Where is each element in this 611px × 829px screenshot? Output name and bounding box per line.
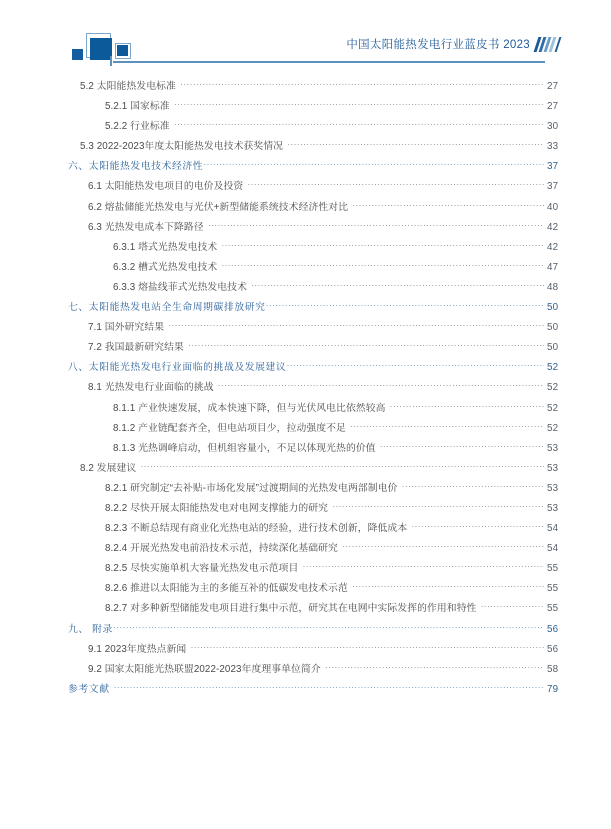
toc-entry-label: 6.1 太阳能热发电项目的电价及投资 xyxy=(88,181,244,193)
toc-leader-dots xyxy=(352,581,544,591)
toc-leader-dots xyxy=(325,662,544,672)
toc-page-number: 53 xyxy=(547,442,559,454)
toc-leader-dots xyxy=(174,119,544,129)
toc-leader-dots xyxy=(266,300,544,310)
toc-entry-label: 6.3.3 熔盐线菲式光热发电技术 xyxy=(113,281,247,293)
toc-entry[interactable] xyxy=(0,420,611,440)
toc-entry[interactable] xyxy=(0,379,611,399)
toc-page-number: 40 xyxy=(547,201,559,213)
toc-page-number: 52 xyxy=(547,402,559,414)
toc-entry-label: 8.1 光热发电行业面临的挑战 xyxy=(88,382,214,394)
toc-entry-label: 8.1.2 产业链配套齐全，但电站项目少，拉动强度不足 xyxy=(113,422,346,434)
toc-page-number: 50 xyxy=(547,302,559,314)
toc-entry[interactable] xyxy=(0,78,611,98)
toc-entry-label: 7.1 国外研究结果 xyxy=(88,322,165,334)
toc-entry[interactable] xyxy=(0,199,611,219)
toc-entry-label: 5.3 2022-2023年度太阳能热发电技术获奖情况 xyxy=(80,141,284,153)
toc-leader-dots xyxy=(332,501,544,511)
toc-entry[interactable] xyxy=(0,480,611,500)
toc-page-number: 37 xyxy=(547,181,559,193)
toc-page-number: 56 xyxy=(547,643,559,655)
toc-entry[interactable] xyxy=(0,98,611,118)
toc-entry[interactable] xyxy=(0,158,611,178)
toc-entry[interactable] xyxy=(0,520,611,540)
toc-entry-label: 8.2.2 尽快开展太阳能热发电对电网支撑能力的研究 xyxy=(105,502,329,514)
toc-entry[interactable] xyxy=(0,621,611,641)
toc-leader-dots xyxy=(287,139,544,149)
toc-leader-dots xyxy=(218,380,544,390)
toc-leader-dots xyxy=(190,642,544,652)
toc-page-number: 42 xyxy=(547,241,559,253)
toc-entry[interactable] xyxy=(0,118,611,138)
toc-leader-dots xyxy=(174,99,544,109)
toc-entry[interactable] xyxy=(0,359,611,379)
toc-entry-label: 6.3 光热发电成本下降路径 xyxy=(88,221,204,233)
toc-entry[interactable] xyxy=(0,540,611,560)
toc-entry-label: 7.2 我国最新研究结果 xyxy=(88,342,184,354)
toc-leader-dots xyxy=(140,461,544,471)
toc-leader-dots xyxy=(350,421,544,431)
toc-entry-label: 8.2.7 对多种新型储能发电项目进行集中示范，研究其在电网中实际发挥的作用和特性 xyxy=(105,603,477,615)
toc-entry[interactable] xyxy=(0,400,611,420)
toc-page-number: 47 xyxy=(547,261,559,273)
toc-entry[interactable] xyxy=(0,560,611,580)
toc-entry[interactable] xyxy=(0,440,611,460)
toc-page-number: 54 xyxy=(547,523,559,535)
toc-entry-label: 参考文献 xyxy=(68,683,110,695)
toc-entry-label: 9.2 国家太阳能光热联盟2022-2023年度理事单位简介 xyxy=(88,663,321,675)
toc-entry-label: 6.3.1 塔式光热发电技术 xyxy=(113,241,218,253)
toc-page-number: 53 xyxy=(547,462,559,474)
toc-page-number: 48 xyxy=(547,281,559,293)
toc-entry-label: 8.2.3 不断总结现有商业化光热电站的经验，进行技术创新，降低成本 xyxy=(105,523,408,535)
toc-entry-label: 9.1 2023年度热点新闻 xyxy=(88,643,187,655)
toc-entry-label: 八、太阳能光热发电行业面临的挑战及发展建议 xyxy=(68,362,287,374)
square-medium-filled-icon xyxy=(117,45,128,56)
toc-leader-dots xyxy=(221,260,544,270)
toc-entry-label: 8.1.3 光热调峰启动，但机组容量小，不足以体现光热的价值 xyxy=(113,442,376,454)
toc-entry-label: 5.2.2 行业标准 xyxy=(105,121,170,133)
toc-page-number: 55 xyxy=(547,603,559,615)
toc-entry-label: 5.2 太阳能热发电标准 xyxy=(80,81,176,92)
toc-entry-label: 8.2 发展建议 xyxy=(80,462,137,474)
toc-entry[interactable] xyxy=(0,500,611,520)
toc-leader-dots xyxy=(342,541,544,551)
toc-entry[interactable] xyxy=(0,219,611,239)
toc-leader-dots xyxy=(180,79,544,89)
toc-leader-dots xyxy=(221,240,544,250)
toc-entry-label: 六、太阳能热发电技术经济性 xyxy=(68,161,204,173)
toc-entry-label: 8.2.1 研究制定“去补贴-市场化发展”过渡期间的光热发电两部制电价 xyxy=(105,482,398,494)
toc-leader-dots xyxy=(168,320,544,330)
decorative-slashes-icon xyxy=(536,37,566,52)
toc-entry[interactable] xyxy=(0,661,611,681)
toc-entry[interactable] xyxy=(0,460,611,480)
toc-leader-dots xyxy=(352,200,544,210)
square-small-filled-icon xyxy=(72,49,83,60)
toc-leader-dots xyxy=(251,280,544,290)
header-rule xyxy=(113,61,545,63)
toc-entry[interactable] xyxy=(0,641,611,661)
toc-page-number: 79 xyxy=(547,683,559,695)
toc-page-number: 27 xyxy=(547,81,559,92)
toc-page-number: 58 xyxy=(547,663,559,675)
toc-entry[interactable] xyxy=(0,339,611,359)
toc-leader-dots xyxy=(247,179,544,189)
toc-leader-dots xyxy=(481,601,544,611)
toc-entry-label: 8.2.6 推进以太阳能为主的多能互补的低碳发电技术示范 xyxy=(105,583,348,595)
toc-entry[interactable] xyxy=(0,138,611,158)
toc-page-number: 56 xyxy=(547,623,559,635)
toc-leader-dots xyxy=(390,401,544,411)
toc-page-number: 33 xyxy=(547,141,559,153)
toc-leader-dots xyxy=(188,340,544,350)
toc-entry[interactable] xyxy=(0,279,611,299)
toc-leader-dots xyxy=(113,622,544,632)
toc-page-number: 55 xyxy=(547,583,559,595)
toc-page-number: 53 xyxy=(547,482,559,494)
toc-entry[interactable] xyxy=(0,319,611,339)
toc-page-number: 52 xyxy=(547,422,559,434)
toc-leader-dots xyxy=(208,220,544,230)
toc-entry-label: 8.2.4 开展光热发电前沿技术示范，持续深化基础研究 xyxy=(105,543,338,555)
toc-page-number: 52 xyxy=(547,362,559,374)
toc-leader-dots xyxy=(380,441,544,451)
toc-entry[interactable] xyxy=(0,681,611,701)
toc-entry-label: 九、 附录 xyxy=(68,623,113,635)
toc-entry[interactable] xyxy=(0,239,611,259)
toc-leader-dots xyxy=(203,159,544,169)
page-header xyxy=(0,30,611,72)
decorative-squares-logo xyxy=(72,32,134,64)
toc-entry[interactable] xyxy=(0,600,611,620)
toc-entry-label: 5.2.1 国家标准 xyxy=(105,101,170,113)
square-large-filled-icon xyxy=(90,38,112,60)
toc-entry-label: 8.1.1 产业快速发展，成本快速下降，但与光伏风电比依然较高 xyxy=(113,402,386,414)
header-rule-cap xyxy=(110,56,112,66)
toc-page-number: 30 xyxy=(547,121,559,133)
toc-page-number: 52 xyxy=(547,382,559,394)
toc-entry-label: 6.3.2 槽式光热发电技术 xyxy=(113,261,218,273)
toc-page-number: 53 xyxy=(547,502,559,514)
toc-entry-label: 6.2 熔盐储能光热发电与光伏+新型储能系统技术经济性对比 xyxy=(88,201,349,213)
toc-entry[interactable] xyxy=(0,299,611,319)
toc-entry-label: 8.2.5 尽快实施单机大容量光热发电示范项目 xyxy=(105,563,299,575)
toc-page-number: 27 xyxy=(547,101,559,113)
toc-page-number: 54 xyxy=(547,543,559,555)
toc-page-number: 50 xyxy=(547,322,559,334)
toc-entry-label: 七、太阳能热发电站全生命周期碳排放研究 xyxy=(68,302,266,314)
toc-entry[interactable] xyxy=(0,178,611,198)
header-title: 中国太阳能热发电行业蓝皮书 2023 xyxy=(346,39,530,51)
toc-entry[interactable] xyxy=(0,259,611,279)
toc-page-number: 50 xyxy=(547,342,559,354)
toc-leader-dots xyxy=(286,360,544,370)
toc-entry[interactable] xyxy=(0,580,611,600)
toc-leader-dots xyxy=(402,481,544,491)
toc-leader-dots xyxy=(302,561,544,571)
toc-page-number: 37 xyxy=(547,161,559,173)
toc-leader-dots xyxy=(114,682,544,692)
toc-leader-dots xyxy=(411,521,544,531)
toc-page-number: 55 xyxy=(547,563,559,575)
toc-page-number: 42 xyxy=(547,221,559,233)
table-of-contents xyxy=(0,78,611,701)
